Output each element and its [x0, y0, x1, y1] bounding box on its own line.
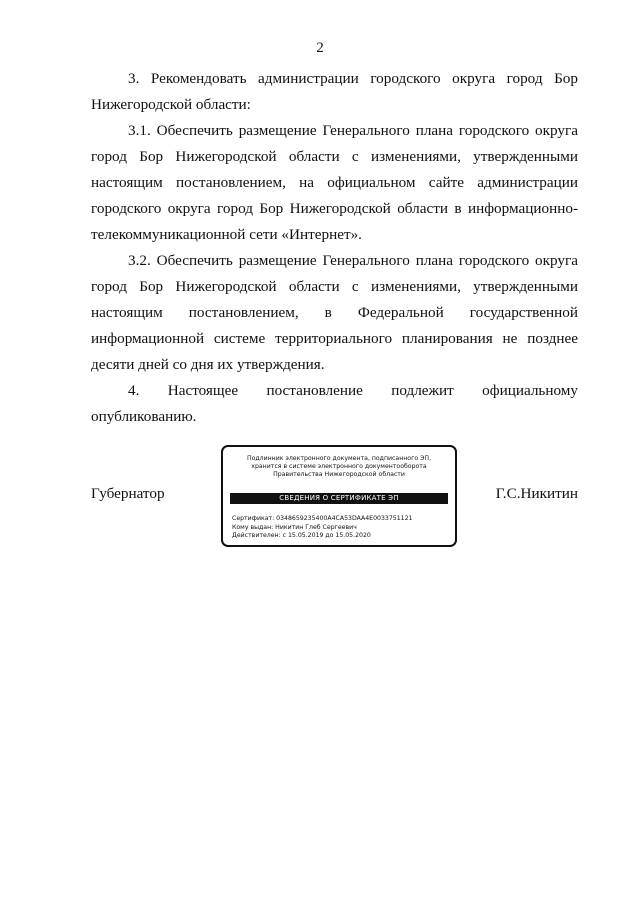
signatory-position: Губернатор: [91, 485, 165, 502]
paragraph-3-2: 3.2. Обеспечить размещение Генерального плана городского округа город Бор Нижегородской области с изменениями, утвержденными настоящим постановлением, в Федеральной государственной информационной системе территориального планирования не позднее десяти дней со дня их утверждения.: [91, 252, 578, 373]
certificate-info-bar: СВЕДЕНИЯ О СЕРТИФИКАТЕ ЭП: [230, 493, 448, 504]
certificate-details: [232, 515, 449, 541]
signatory-name: Г.С.Никитин: [495, 485, 578, 502]
stamp-header: [229, 455, 449, 479]
signature-block: [91, 445, 578, 549]
certificate-stamp: [221, 445, 457, 547]
stamp-header-line: хранится в системе электронного документооборота: [251, 463, 427, 470]
certificate-validity: Действителен: с 15.05.2019 до 15.05.2020: [232, 532, 371, 539]
certificate-serial: Сертификат: 0348659235400A4CA53DAA4E0033751121: [232, 515, 413, 522]
paragraph-4: 4. Настоящее постановление подлежит официальному опубликованию.: [91, 382, 578, 425]
document-body: [91, 66, 578, 430]
stamp-header-line: Правительства Нижегородской области: [273, 471, 405, 478]
paragraph-3-1: 3.1. Обеспечить размещение Генерального плана городского округа город Бор Нижегородской области с изменениями, утвержденными настоящим постановлением, на официальном сайте администрации городского округа город Бор Нижегородской области в информационно-телекоммуникационной сети «Интернет».: [91, 122, 578, 243]
paragraph-3: 3. Рекомендовать администрации городского округа город Бор Нижегородской области:: [91, 70, 578, 113]
stamp-header-line: Подлинник электронного документа, подписанного ЭП,: [246, 455, 432, 462]
certificate-owner: Кому выдан: Никитин Глеб Сергеевич: [232, 523, 357, 531]
page-number: 2: [316, 40, 324, 56]
